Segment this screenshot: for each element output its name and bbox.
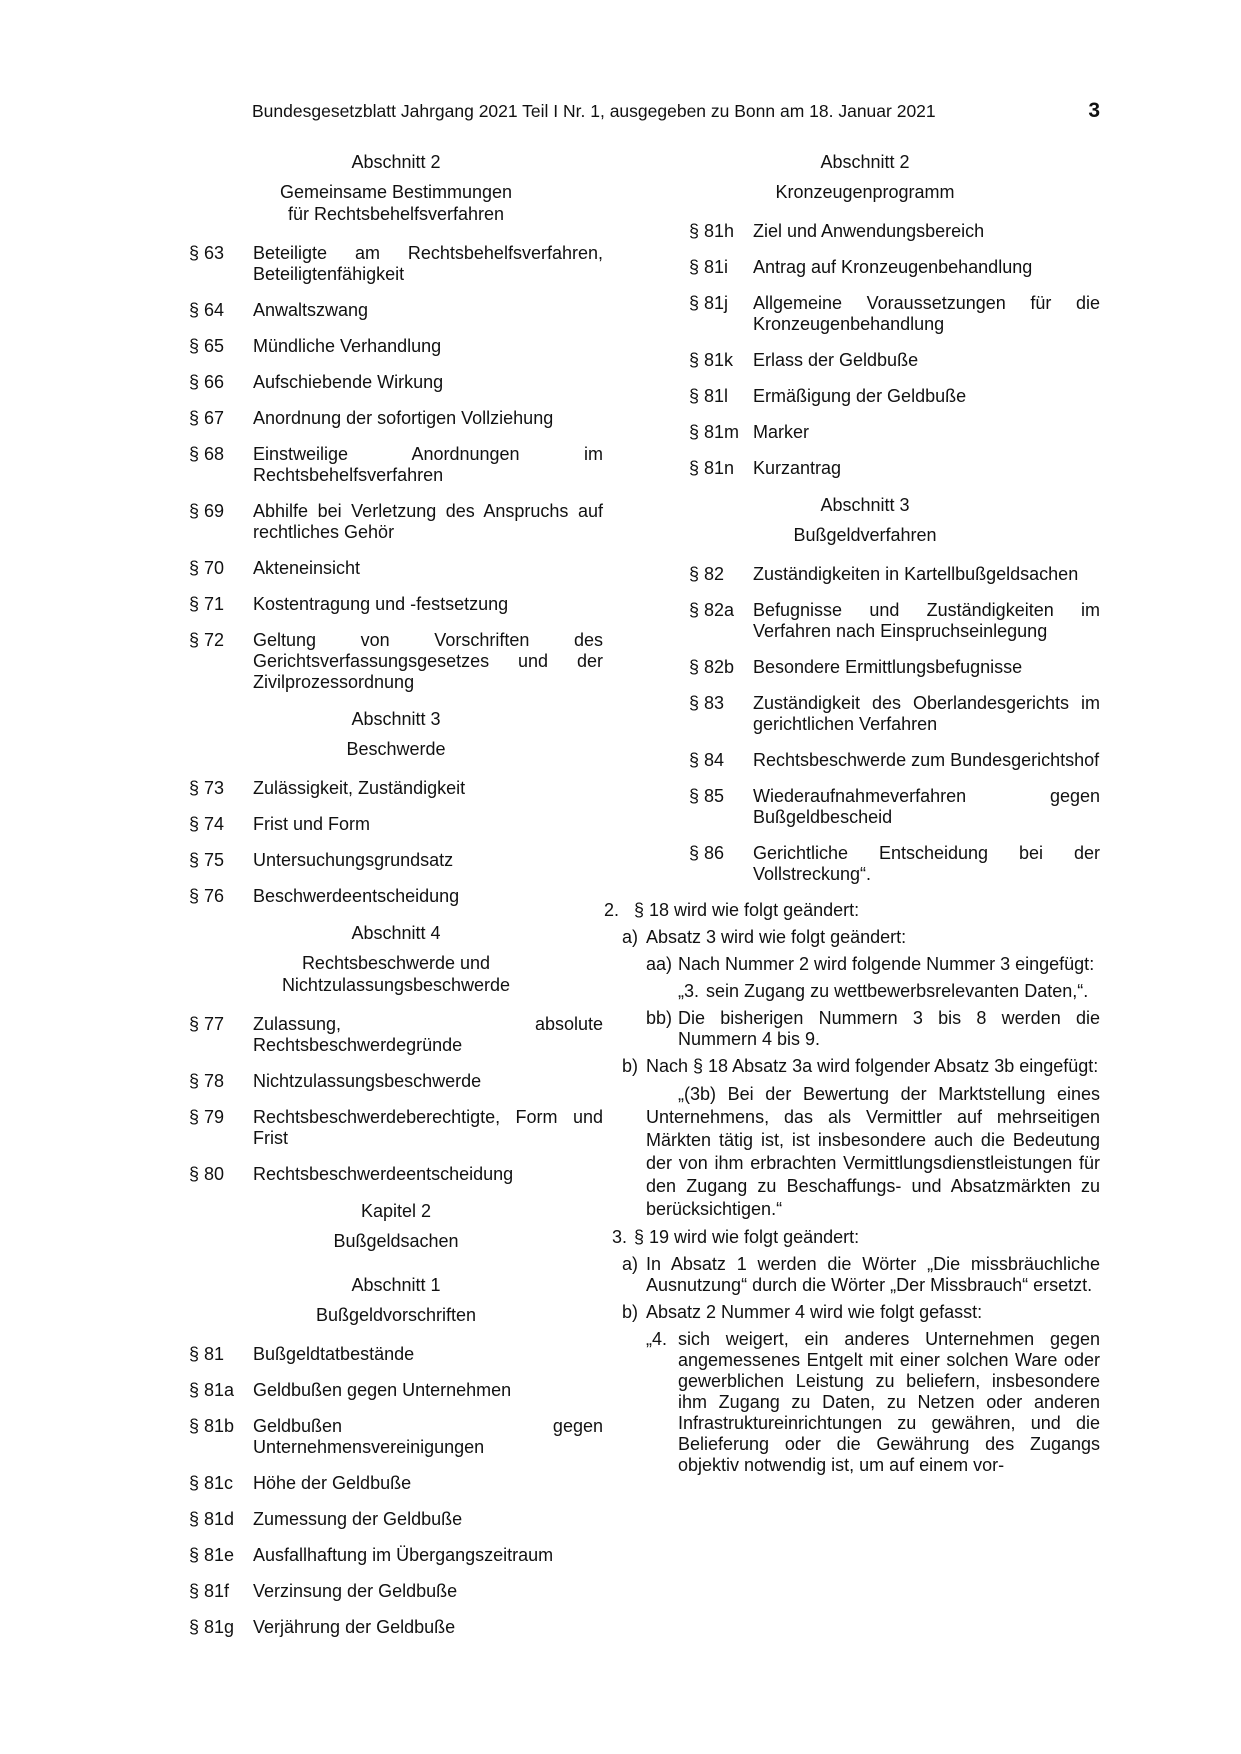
paragraph-title: Zumessung der Geldbuße xyxy=(253,1509,463,1529)
paragraph-title: Zulassung, absolute Rechtsbeschwerdegründe xyxy=(253,1014,603,1055)
toc-entry xyxy=(689,750,1100,771)
section-label: Abschnitt 2 xyxy=(351,152,441,172)
paragraph-title: Bußgeldtatbestände xyxy=(253,1344,415,1364)
paragraph-title: Ziel und Anwendungsbereich xyxy=(753,221,985,241)
section-title: Gemeinsame Bestimmungen xyxy=(279,182,513,202)
paragraph-title: Akteneinsicht xyxy=(253,558,361,578)
subsubitem-text: Die bisherigen Nummern 3 bis 8 werden die Nummern 4 bis 9. xyxy=(678,1008,1100,1049)
paragraph-number: § 76 xyxy=(189,886,225,906)
section-label: Abschnitt 4 xyxy=(351,923,441,943)
toc-entry xyxy=(189,594,603,615)
paragraph-title: Gerichtliche Entscheidung bei der Vollstreckung“. xyxy=(753,843,1100,884)
paragraph-number: § 81j xyxy=(689,293,729,313)
toc-entry xyxy=(189,1164,603,1185)
paragraph-number: § 81i xyxy=(689,257,729,277)
quote-text: sein Zugang zu wettbewerbsrelevanten Daten,“. xyxy=(706,981,1089,1001)
subitem-label: b) xyxy=(622,1056,639,1076)
toc-entry xyxy=(189,372,603,393)
toc-list xyxy=(630,221,1100,479)
paragraph-number: § 72 xyxy=(189,630,225,650)
paragraph-number: § 80 xyxy=(189,1164,225,1184)
quote-text: sich weigert, ein anderes Unternehmen gegen angemessenes Entgelt mit einer solchen Ware oder gewerblichen Leistung zu beliefern, insbesondere ihm Zugang zu Daten, zu Netzen oder anderen Infrastruktureinrichtungen zu gewähren, und die Belieferung oder die Gewährung des Zugangs objektiv notwendig ist, um auf einem vor- xyxy=(678,1329,1100,1475)
section-title: Beschwerde xyxy=(346,739,446,759)
paragraph-title: Untersuchungsgrundsatz xyxy=(253,850,454,870)
quoted-number xyxy=(622,1329,1100,1476)
paragraph-number: § 86 xyxy=(689,843,725,863)
gazette-title: Bundesgesetzblatt Jahrgang 2021 Teil I Nr. 1, ausgegeben zu Bonn am 18. Januar 2021 xyxy=(252,101,936,121)
paragraph-number: § 84 xyxy=(689,750,725,770)
toc-entry xyxy=(689,257,1100,278)
paragraph-title: Geldbußen gegen Unternehmen xyxy=(253,1380,512,1400)
paragraph-number: § 81b xyxy=(189,1416,235,1436)
section-title: für Rechtsbehelfsverfahren xyxy=(287,204,505,224)
paragraph-title: Nichtzulassungsbeschwerde xyxy=(253,1071,482,1091)
toc-entry xyxy=(189,630,603,693)
section-title: Bußgeldverfahren xyxy=(793,525,937,545)
paragraph-number: § 68 xyxy=(189,444,225,464)
toc-list xyxy=(630,564,1100,885)
paragraph-number: § 69 xyxy=(189,501,225,521)
paragraph-number: § 81g xyxy=(189,1617,235,1637)
paragraph-title: Marker xyxy=(753,422,810,442)
section-title: Bußgeldvorschriften xyxy=(315,1305,477,1325)
subsubitem xyxy=(622,954,1100,975)
paragraph-number: § 81f xyxy=(189,1581,230,1601)
toc-list xyxy=(189,1344,603,1638)
paragraph-number: § 82a xyxy=(689,600,735,620)
quoted-number xyxy=(622,981,1100,1002)
paragraph-title: Ermäßigung der Geldbuße xyxy=(753,386,967,406)
toc-entry xyxy=(189,558,603,579)
subitem-label: a) xyxy=(622,927,639,947)
toc-entry xyxy=(189,444,603,486)
paragraph-number: § 81d xyxy=(189,1509,235,1529)
subitem-text: Nach § 18 Absatz 3a wird folgender Absatz 3b eingefügt: xyxy=(646,1056,1099,1076)
paragraph-number: § 81h xyxy=(689,221,735,241)
paragraph-title: Anwaltszwang xyxy=(253,300,369,320)
toc-entry xyxy=(189,300,603,321)
toc-entry xyxy=(189,1617,603,1638)
paragraph-number: § 75 xyxy=(189,850,225,870)
paragraph-title: Höhe der Geldbuße xyxy=(253,1473,412,1493)
chapter-label: Kapitel 2 xyxy=(360,1201,432,1221)
paragraph-number: § 70 xyxy=(189,558,225,578)
paragraph-title: Kostentragung und -festsetzung xyxy=(253,594,509,614)
paragraph-number: § 81m xyxy=(689,422,740,442)
subitem-text: In Absatz 1 werden die Wörter „Die missbräuchliche Ausnutzung“ durch die Wörter „Der Missbrauch“ ersetzt. xyxy=(646,1254,1100,1295)
subitem-label: a) xyxy=(622,1254,639,1274)
section-title: Kronzeugenprogramm xyxy=(775,182,955,202)
toc-entry xyxy=(189,1509,603,1530)
paragraph-number: § 81k xyxy=(689,350,734,370)
paragraph-title: Einstweilige Anordnungen im Rechtsbehelfsverfahren xyxy=(253,444,603,485)
paragraph-number: § 81n xyxy=(689,458,735,478)
paragraph-number: § 82b xyxy=(689,657,735,677)
paragraph-number: § 78 xyxy=(189,1071,225,1091)
item-number: 3. xyxy=(612,1227,628,1247)
subsubitem-label: aa) xyxy=(646,954,673,974)
toc-entry xyxy=(689,386,1100,407)
toc-entry xyxy=(189,1473,603,1494)
amendment-item xyxy=(612,1227,1100,1248)
paragraph-number: § 66 xyxy=(189,372,225,392)
toc-list xyxy=(189,1014,603,1185)
paragraph-title: Verzinsung der Geldbuße xyxy=(253,1581,458,1601)
paragraph-title: Zuständigkeiten in Kartellbußgeldsachen xyxy=(753,564,1079,584)
paragraph-number: § 81c xyxy=(189,1473,234,1493)
section-title: Rechtsbeschwerde und xyxy=(301,953,491,973)
toc-entry xyxy=(689,293,1100,335)
paragraph-title: Ausfallhaftung im Übergangszeitraum xyxy=(253,1545,554,1565)
toc-entry xyxy=(689,564,1100,585)
toc-entry xyxy=(189,1581,603,1602)
toc-entry xyxy=(189,1545,603,1566)
paragraph-title: Frist und Form xyxy=(253,814,371,834)
paragraph-title: Anordnung der sofortigen Vollziehung xyxy=(253,408,554,428)
toc-entry xyxy=(189,1416,603,1458)
toc-entry xyxy=(189,886,603,907)
paragraph-number: § 74 xyxy=(189,814,225,834)
right-column xyxy=(604,151,1100,1476)
paragraph-number: § 81e xyxy=(189,1545,235,1565)
paragraph-title: Kurzantrag xyxy=(753,458,842,478)
toc-entry xyxy=(189,336,603,357)
section-title: Nichtzulassungsbeschwerde xyxy=(281,975,511,995)
toc-entry xyxy=(189,243,603,285)
toc-entry xyxy=(689,221,1100,242)
item-text: § 18 wird wie folgt geändert: xyxy=(634,900,860,920)
paragraph-title: Rechtsbeschwerdeentscheidung xyxy=(253,1164,514,1184)
paragraph-number: § 81 xyxy=(189,1344,225,1364)
paragraph-title: Antrag auf Kronzeugenbehandlung xyxy=(753,257,1033,277)
paragraph-title: Besondere Ermittlungsbefugnisse xyxy=(753,657,1023,677)
toc-entry xyxy=(189,850,603,871)
paragraph-number: § 81l xyxy=(689,386,729,406)
toc-entry xyxy=(189,1107,603,1149)
paragraph-title: Rechtsbeschwerde zum Bundesgerichtshof xyxy=(753,750,1100,770)
paragraph-title: Beteiligte am Rechtsbehelfsverfahren, Beteiligtenfähigkeit xyxy=(253,243,603,284)
toc-entry xyxy=(189,1380,603,1401)
paragraph-number: § 67 xyxy=(189,408,225,428)
paragraph-number: § 79 xyxy=(189,1107,225,1127)
paragraph-title: Zulässigkeit, Zuständigkeit xyxy=(253,778,466,798)
subsubitem-label: bb) xyxy=(646,1008,673,1028)
page-number: 3 xyxy=(1088,99,1100,122)
left-column xyxy=(189,151,603,1653)
paragraph-title: Geltung von Vorschriften des Gerichtsverfassungsgesetzes und der Zivilprozessordnung xyxy=(253,630,603,692)
paragraph-title: Rechtsbeschwerdeberechtigte, Form und Frist xyxy=(253,1107,603,1148)
section-label: Abschnitt 2 xyxy=(820,152,910,172)
subitem xyxy=(622,1056,1100,1077)
paragraph-title: Zuständigkeit des Oberlandesgerichts im gerichtlichen Verfahren xyxy=(753,693,1100,734)
amendment-item xyxy=(604,900,1100,921)
toc-entry xyxy=(689,693,1100,735)
toc-entry xyxy=(689,350,1100,371)
toc-entry xyxy=(689,843,1100,885)
toc-entry xyxy=(189,408,603,429)
paragraph-number: § 63 xyxy=(189,243,225,263)
subsubitem-text: Nach Nummer 2 wird folgende Nummer 3 eingefügt: xyxy=(678,954,1095,974)
paragraph-number: § 77 xyxy=(189,1014,225,1034)
paragraph-number: § 71 xyxy=(189,594,225,614)
section-label: Abschnitt 1 xyxy=(351,1275,441,1295)
toc-entry xyxy=(689,458,1100,479)
subitem-label: b) xyxy=(622,1302,639,1322)
paragraph-title: Verjährung der Geldbuße xyxy=(253,1617,456,1637)
paragraph-title: Allgemeine Voraussetzungen für die Kronzeugenbehandlung xyxy=(753,293,1100,334)
toc-list xyxy=(189,243,603,693)
paragraph-title: Mündliche Verhandlung xyxy=(253,336,442,356)
paragraph-number: § 81a xyxy=(189,1380,235,1400)
subitem xyxy=(622,1302,1100,1323)
paragraph-number: § 83 xyxy=(689,693,725,713)
toc-entry xyxy=(689,786,1100,828)
paragraph-number: § 65 xyxy=(189,336,225,356)
subitem xyxy=(622,1254,1100,1296)
paragraph-title: Aufschiebende Wirkung xyxy=(253,372,444,392)
subitem-text: Absatz 2 Nummer 4 wird wie folgt gefasst: xyxy=(646,1302,983,1322)
toc-entry xyxy=(189,814,603,835)
subitem xyxy=(622,927,1100,948)
paragraph-number: § 73 xyxy=(189,778,225,798)
toc-entry xyxy=(189,1014,603,1056)
section-label: Abschnitt 3 xyxy=(820,495,910,515)
page-header xyxy=(252,99,1100,123)
paragraph-number: § 85 xyxy=(689,786,725,806)
toc-entry xyxy=(189,778,603,799)
quote-label: „4. xyxy=(646,1329,668,1349)
paragraph-title: Geldbußen gegen Unternehmensvereinigungen xyxy=(253,1416,603,1457)
toc-list xyxy=(189,778,603,907)
paragraph-title: Abhilfe bei Verletzung des Anspruchs auf rechtliches Gehör xyxy=(253,501,603,542)
toc-entry xyxy=(689,422,1100,443)
toc-entry xyxy=(189,1344,603,1365)
subitem-text: Absatz 3 wird wie folgt geändert: xyxy=(646,927,907,947)
toc-entry xyxy=(689,600,1100,642)
paragraph-title: Erlass der Geldbuße xyxy=(753,350,919,370)
paragraph-number: § 64 xyxy=(189,300,225,320)
subsubitem xyxy=(622,1008,1100,1050)
quote-label: „3. xyxy=(678,981,700,1001)
item-number: 2. xyxy=(604,900,620,920)
paragraph-title: Wiederaufnahmeverfahren gegen Bußgeldbescheid xyxy=(753,786,1100,827)
section-label: Abschnitt 3 xyxy=(351,709,441,729)
toc-entry xyxy=(189,1071,603,1092)
paragraph-title: Beschwerdeentscheidung xyxy=(253,886,460,906)
quoted-paragraph: „(3b) Bei der Bewertung der Marktstellung eines Unternehmens, das als Vermittler auf mehrseitigen Märkten tätig ist, ist insbesondere auch die Bedeutung der von ihm erbrachten Vermittlungsdienstleistungen für den Zugang zu Beschaffungs- und Absatzmärkten zu berücksichtigen.“ xyxy=(646,1084,1100,1219)
chapter-title: Bußgeldsachen xyxy=(333,1231,459,1251)
toc-entry xyxy=(689,657,1100,678)
paragraph-title: Befugnisse und Zuständigkeiten im Verfahren nach Einspruchseinlegung xyxy=(753,600,1100,641)
item-text: § 19 wird wie folgt geändert: xyxy=(634,1227,860,1247)
toc-entry xyxy=(189,501,603,543)
paragraph-number: § 82 xyxy=(689,564,725,584)
